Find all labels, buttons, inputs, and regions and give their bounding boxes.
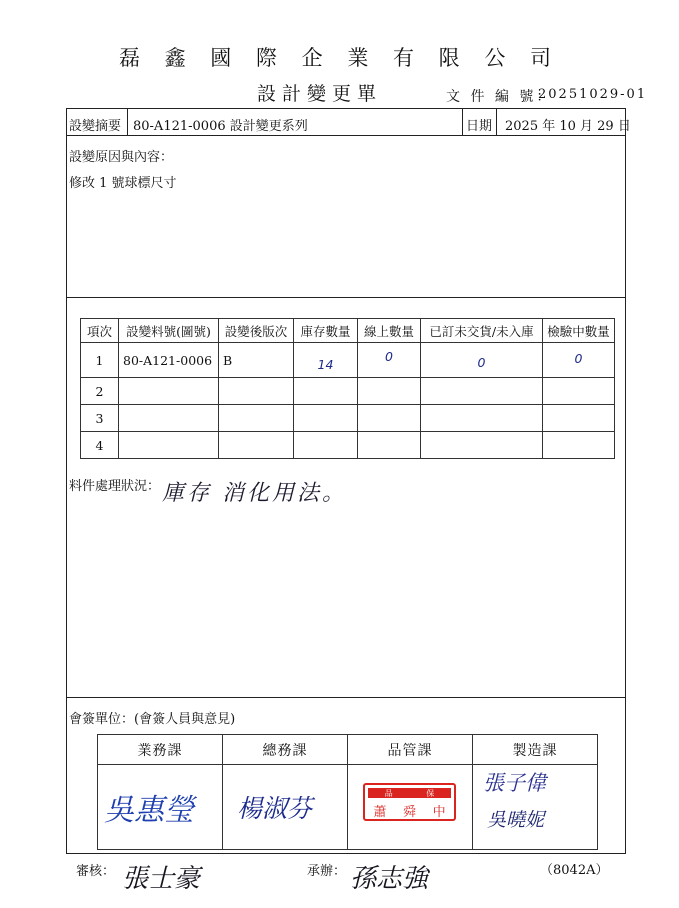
handler-label: 承辦：: [307, 864, 347, 879]
col-header: 庫存數量: [294, 319, 358, 343]
part-number: [119, 378, 219, 405]
online-qty: [358, 432, 421, 459]
signature-row: [98, 765, 598, 850]
stock-qty: 14: [294, 343, 358, 378]
ordered-qty: 0: [421, 343, 543, 378]
dept-manufacturing: 製造課: [473, 735, 598, 765]
row-number: 4: [81, 432, 119, 459]
inspection-qty: [543, 405, 615, 432]
revision: [219, 432, 294, 459]
review-label: 審核：: [76, 864, 116, 879]
handler-signature: 孫志強: [350, 864, 429, 894]
countersign-table: [97, 734, 598, 850]
divider: [66, 135, 626, 136]
divider: [496, 108, 497, 135]
table-row: [81, 378, 615, 405]
manufacturing-signature-cell: [473, 765, 598, 850]
general-signature: 楊淑芬: [237, 794, 313, 823]
inspection-qty: [543, 378, 615, 405]
review-signature: 張士豪: [122, 864, 201, 894]
department-row: [98, 735, 598, 765]
col-header: 設變後版次: [219, 319, 294, 343]
table-row: [81, 343, 615, 378]
revision: [219, 405, 294, 432]
quality-signature-cell: [348, 765, 473, 850]
manufacturing-signature-1: 張子偉: [483, 771, 546, 795]
doc-number: 20251029-01: [538, 87, 648, 102]
online-qty: [358, 405, 421, 432]
reason-content: 修改 1 號球標尺寸: [69, 176, 177, 191]
col-header: 已訂未交貨/未入庫: [421, 319, 543, 343]
stamp-text: 品: [384, 788, 393, 798]
inspection-qty: 0: [543, 343, 615, 378]
date-value: 2025 年 10 月 29 日: [505, 119, 631, 134]
dept-quality: 品管課: [348, 735, 473, 765]
handling-label: 料件處理狀況：: [69, 479, 161, 494]
inspection-qty: [543, 432, 615, 459]
sales-signature: 吳惠瑩: [104, 793, 194, 828]
ordered-qty: [421, 432, 543, 459]
general-signature-cell: [223, 765, 348, 850]
ordered-qty: [421, 378, 543, 405]
divider: [462, 108, 463, 135]
ordered-qty: [421, 405, 543, 432]
row-number: 3: [81, 405, 119, 432]
stamp-text: 保: [426, 788, 435, 798]
dept-general-affairs: 總務課: [223, 735, 348, 765]
handling-content: 庫存 消化用法。: [162, 481, 347, 506]
table-row: [81, 405, 615, 432]
stamp-text: 中: [432, 805, 446, 820]
table-row: [81, 432, 615, 459]
stock-qty: [294, 432, 358, 459]
divider: [66, 297, 626, 298]
divider: [66, 697, 626, 698]
row-number: 1: [81, 343, 119, 378]
stock-qty: [294, 405, 358, 432]
form-title: 設計變更單: [257, 83, 383, 105]
dept-sales: 業務課: [98, 735, 223, 765]
company-name: 磊 鑫 國 際 企 業 有 限 公 司: [118, 46, 561, 70]
col-header: 線上數量: [358, 319, 421, 343]
quality-stamp: [363, 783, 456, 821]
col-header: 設變料號(圖號): [119, 319, 219, 343]
stamp-text: 蕭: [373, 805, 387, 820]
sales-signature-cell: [98, 765, 223, 850]
stamp-text: 舜: [402, 805, 416, 820]
doc-number-label: 文 件 編 號：: [446, 89, 554, 105]
online-qty: 0: [358, 343, 421, 378]
summary-value: 80-A121-0006 設計變更系列: [133, 119, 308, 134]
part-number: [119, 405, 219, 432]
reason-label: 設變原因與內容：: [69, 150, 174, 165]
row-number: 2: [81, 378, 119, 405]
divider: [127, 108, 128, 135]
col-header: 項次: [81, 319, 119, 343]
revision: [219, 378, 294, 405]
stock-qty: [294, 378, 358, 405]
part-number: 80-A121-0006: [119, 343, 219, 378]
manufacturing-signature-2: 吳曉妮: [487, 809, 545, 831]
revision: B: [219, 343, 294, 378]
countersign-label: 會簽單位：(會簽人員與意見): [69, 712, 236, 727]
col-header: 檢驗中數量: [543, 319, 615, 343]
summary-label: 設變摘要: [69, 119, 122, 134]
table-header-row: [81, 319, 615, 343]
part-number: [119, 432, 219, 459]
date-label: 日期: [466, 119, 493, 134]
items-table: [80, 318, 615, 459]
form-code: （8042A）: [540, 863, 609, 878]
online-qty: [358, 378, 421, 405]
